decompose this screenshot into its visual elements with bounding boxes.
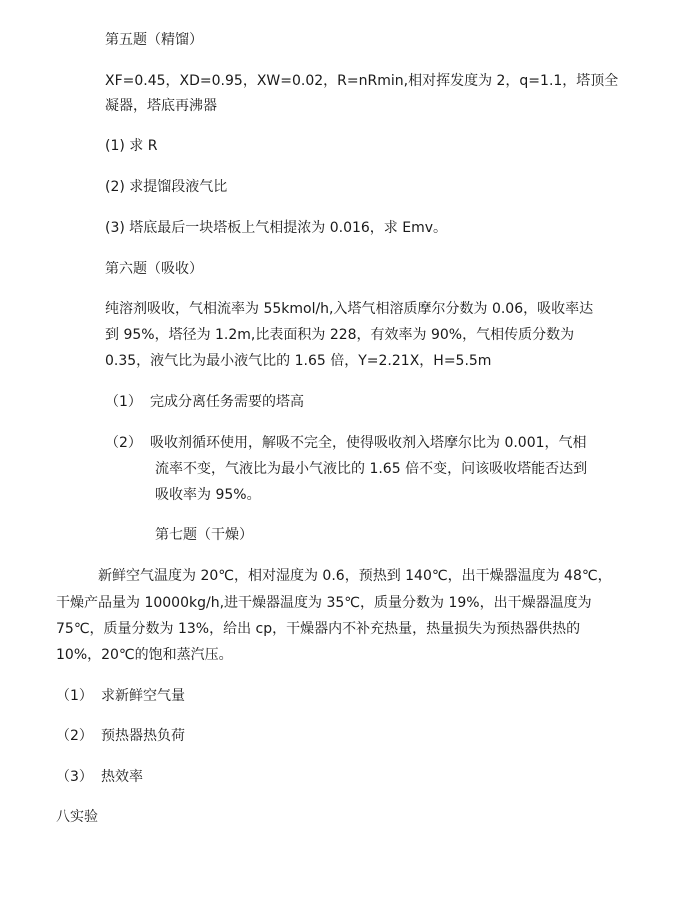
drying-question-2-number: （2） [56, 728, 93, 744]
drying-question-1-number: （1） [56, 688, 93, 704]
drying-heading: 第七题（干燥） [155, 527, 253, 543]
drying-given-line-2: 干燥产品量为 10000kg/h,进干燥器温度为 35℃，质量分数为 19%，出干燥器温度为 [56, 595, 592, 611]
absorption-question-2-number: （2） [105, 435, 142, 451]
drying-question-1 [56, 686, 185, 706]
absorption-given-line-3: 0.35，液气比为最小液气比的 1.65 倍，Y=2.21X，H=5.5m [105, 353, 492, 369]
absorption-question-1 [105, 392, 304, 412]
absorption-question-1-text: 完成分离任务需要的塔高 [150, 394, 304, 410]
absorption-question-1-number: （1） [105, 394, 142, 410]
drying-given-line-4: 10%，20℃的饱和蒸汽压。 [56, 647, 233, 663]
distillation-question-3: (3) 塔底最后一块塔板上气相提浓为 0.016，求 Emv。 [105, 220, 448, 236]
distillation-question-2: (2) 求提馏段液气比 [105, 179, 228, 195]
absorption-heading: 第六题（吸收） [105, 261, 203, 277]
drying-question-1-text: 求新鲜空气量 [101, 688, 185, 704]
distillation-question-1: (1) 求 R [105, 138, 158, 154]
distillation-given-line-2: 凝器，塔底再沸器 [105, 98, 217, 114]
absorption-given-line-2: 到 95%，塔径为 1.2m,比表面积为 228，有效率为 90%，气相传质分数为 [105, 327, 575, 343]
experiment-heading: 八实验 [56, 809, 98, 825]
absorption-question-2-text-line-1: 吸收剂循环使用，解吸不完全，使得吸收剂入塔摩尔比为 0.001，气相 [150, 435, 587, 451]
distillation-heading: 第五题（精馏） [105, 32, 203, 48]
absorption-given-line-1: 纯溶剂吸收，气相流率为 55kmol/h,入塔气相溶质摩尔分数为 0.06，吸收率达 [105, 301, 594, 317]
drying-question-3-text: 热效率 [101, 769, 143, 785]
distillation-given-line-1: XF=0.45，XD=0.95，XW=0.02，R=nRmin,相对挥发度为 2，q=1.1，塔顶全 [105, 73, 619, 89]
drying-question-3 [56, 767, 143, 787]
drying-question-2 [56, 726, 185, 746]
drying-question-2-text: 预热器热负荷 [101, 728, 185, 744]
drying-question-3-number: （3） [56, 769, 93, 785]
drying-given-line-3: 75℃，质量分数为 13%，给出 cp，干燥器内不补充热量，热量损失为预热器供热的 [56, 621, 581, 637]
drying-given-line-1: 新鲜空气温度为 20℃，相对湿度为 0.6，预热到 140℃，出干燥器温度为 48℃， [98, 568, 612, 584]
absorption-question-2-line-3: 吸收率为 95%。 [155, 487, 261, 503]
absorption-question-2-line-1 [105, 433, 587, 453]
absorption-question-2-line-2: 流率不变，气液比为最小气液比的 1.65 倍不变，问该吸收塔能否达到 [155, 461, 588, 477]
